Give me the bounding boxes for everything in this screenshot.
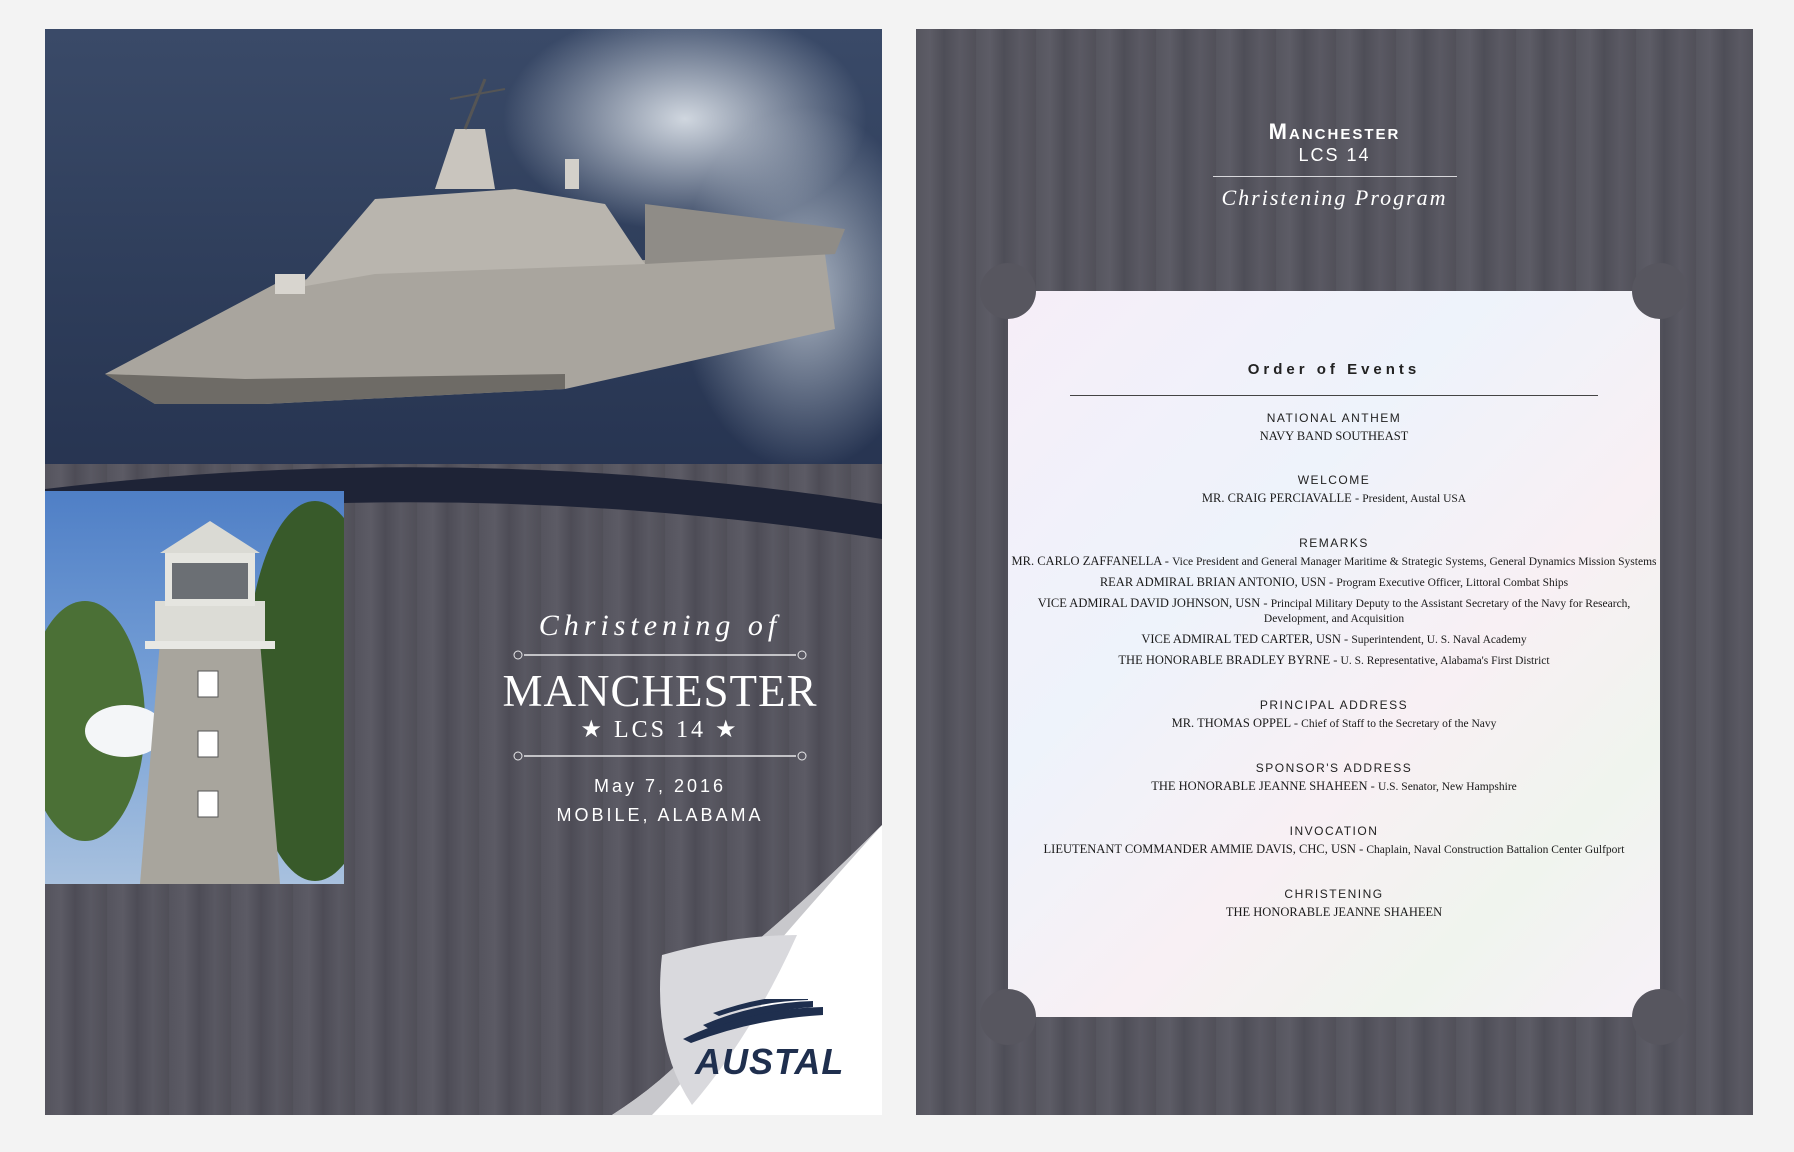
cover-location: MOBILE, ALABAMA	[556, 805, 764, 825]
event-section	[1008, 473, 1660, 506]
participant-name: VICE ADMIRAL TED CARTER, USN	[1141, 632, 1341, 646]
order-of-events-divider	[1070, 395, 1598, 396]
littoral-combat-ship-illustration	[45, 29, 882, 499]
participant-role: Superintendent, U. S. Naval Academy	[1351, 634, 1527, 646]
order-of-events-card	[1008, 291, 1660, 1017]
separator: -	[1330, 653, 1341, 667]
card-notch	[980, 989, 1036, 1045]
participant-role: Vice President and General Manager Maritime & Strategic Systems, General Dynamics Mission Systems	[1172, 556, 1657, 568]
separator: -	[1355, 842, 1367, 856]
event-participant	[1008, 905, 1660, 919]
event-section	[1008, 411, 1660, 443]
event-section	[1008, 698, 1660, 731]
separator: -	[1161, 554, 1173, 568]
events-list	[1008, 411, 1660, 949]
event-section	[1008, 761, 1660, 794]
event-section	[1008, 824, 1660, 857]
participant-name: NAVY BAND SOUTHEAST	[1259, 429, 1409, 443]
event-participant	[1008, 716, 1660, 731]
cover-subtitle: Christening of	[538, 609, 782, 642]
order-of-events-title: Order of Events	[1247, 361, 1421, 378]
separator: -	[1290, 716, 1302, 730]
event-heading: REMARKS	[1299, 536, 1369, 550]
cover-title-block	[435, 609, 882, 826]
event-section	[1008, 887, 1660, 919]
lighthouse-photo	[45, 491, 344, 884]
separator: -	[1260, 596, 1271, 610]
program-cover	[45, 29, 882, 1115]
ornament-divider	[510, 750, 810, 762]
cover-ship-name: MANCHESTER	[502, 666, 818, 716]
participant-name: MR. CARLO ZAFFANELLA	[1011, 554, 1162, 568]
participant-name: LIEUTENANT COMMANDER AMMIE DAVIS, CHC, USN	[1043, 842, 1356, 856]
event-participant	[1008, 554, 1660, 569]
participant-role: President, Austal USA	[1362, 493, 1467, 505]
program-subtitle: Christening Program	[1221, 185, 1448, 210]
event-heading: NATIONAL ANTHEM	[1266, 411, 1402, 425]
card-notch	[1632, 263, 1688, 319]
event-participant	[1008, 429, 1660, 443]
separator: -	[1367, 779, 1378, 793]
event-heading: WELCOME	[1297, 473, 1371, 487]
event-participant	[1008, 575, 1660, 590]
program-inside-page	[916, 29, 1753, 1115]
event-participant	[1008, 491, 1660, 506]
event-heading: PRINCIPAL ADDRESS	[1259, 698, 1409, 712]
participant-name: THE HONORABLE JEANNE SHAHEEN	[1225, 905, 1443, 919]
participant-name: THE HONORABLE BRADLEY BYRNE	[1118, 653, 1331, 667]
participant-role: U. S. Representative, Alabama's First District	[1340, 655, 1550, 667]
ornament-divider	[510, 649, 810, 661]
event-heading: CHRISTENING	[1284, 887, 1384, 901]
program-hull-number: LCS 14	[1298, 145, 1371, 165]
event-section	[1008, 536, 1660, 668]
separator: -	[1340, 632, 1352, 646]
participant-role: U.S. Senator, New Hampshire	[1377, 781, 1517, 793]
austal-logo-text: AUSTAL	[695, 1041, 845, 1082]
participant-role: Program Executive Officer, Littoral Combat Ships	[1336, 577, 1569, 589]
participant-name: MR. THOMAS OPPEL	[1171, 716, 1291, 730]
event-participant	[1008, 596, 1660, 626]
program-header	[916, 119, 1753, 211]
event-heading: INVOCATION	[1289, 824, 1379, 838]
participant-role: Principal Military Deputy to the Assistant Secretary of the Navy for Research, Development, and Acquisition	[1263, 598, 1631, 625]
ship-photo	[45, 29, 882, 499]
card-notch	[1632, 989, 1688, 1045]
header-divider	[1213, 176, 1457, 177]
lighthouse-illustration	[45, 491, 344, 884]
participant-name: VICE ADMIRAL DAVID JOHNSON, USN	[1037, 596, 1261, 610]
event-participant	[1008, 632, 1660, 647]
card-notch	[980, 263, 1036, 319]
participant-name: THE HONORABLE JEANNE SHAHEEN	[1151, 779, 1368, 793]
program-ship-name: Manchester	[1268, 119, 1401, 144]
participant-name: REAR ADMIRAL BRIAN ANTONIO, USN	[1099, 575, 1326, 589]
separator: -	[1351, 491, 1363, 505]
cover-hull-number: ★ LCS 14 ★	[580, 717, 740, 743]
event-participant	[1008, 842, 1660, 857]
cover-date: May 7, 2016	[593, 776, 727, 796]
participant-role: Chaplain, Naval Construction Battalion Center Gulfport	[1366, 844, 1625, 856]
event-heading: SPONSOR'S ADDRESS	[1255, 761, 1413, 775]
participant-name: MR. CRAIG PERCIAVALLE	[1201, 491, 1352, 505]
event-participant	[1008, 653, 1660, 668]
separator: -	[1325, 575, 1337, 589]
event-participant	[1008, 779, 1660, 794]
participant-role: Chief of Staff to the Secretary of the Navy	[1301, 718, 1497, 730]
